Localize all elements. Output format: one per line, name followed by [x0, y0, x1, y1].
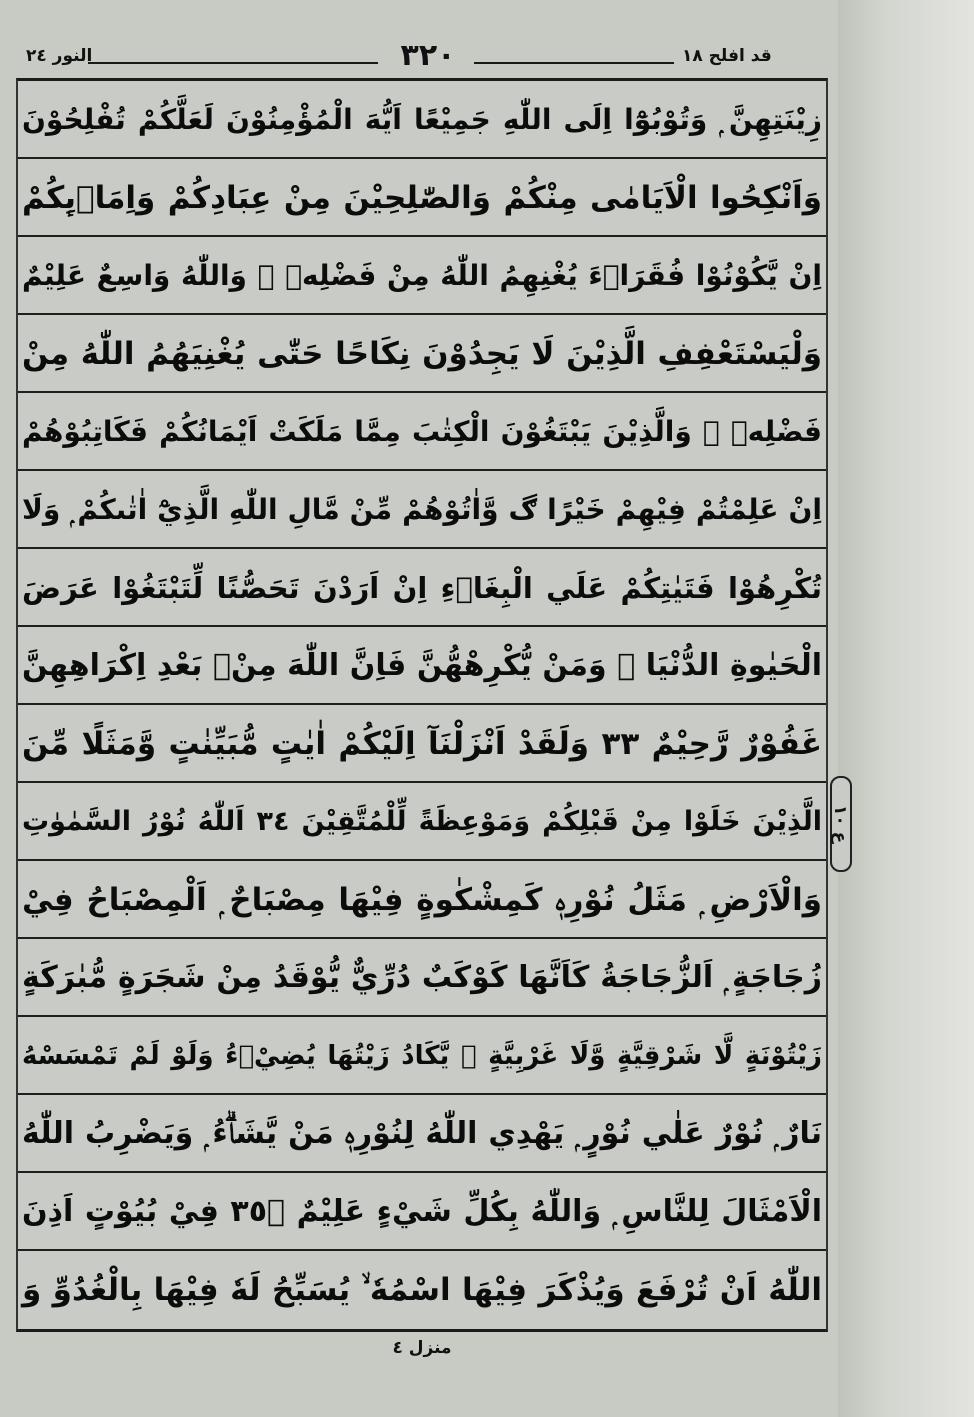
verse-line-5: فَضْلِهٖ ۭ وَالَّذِيْنَ يَبْتَغُوْنَ الْكِتٰبَ مِمَّا مَلَكَتْ اَيْمَانُكُمْ فَكَاتِبُوْهُمْ: [18, 393, 826, 471]
verse-line-8: الْحَيٰوةِ الدُّنْيَا ۭ وَمَنْ يُّكْرِھْهُّنَّ فَاِنَّ اللّٰهَ مِنْۢ بَعْدِ اِكْرَاهِهِنَّ: [18, 627, 826, 705]
page-header: [18, 38, 830, 78]
verse-line-2: وَاَنْكِحُوا الْاَيَامٰى مِنْكُمْ وَالصّٰلِحِيْنَ مِنْ عِبَادِكُمْ وَاِمَاۗىِٕكُمْ: [18, 159, 826, 237]
verse-line-9: غَفُوْرٌ رَّحِيْمٌ ٣٣ وَلَقَدْ اَنْزَلْنَآ اِلَيْكُمْ اٰيٰتٍ مُّبَيِّنٰتٍ وَّمَثَلًا مِّنَ: [18, 705, 826, 783]
verse-line-10: الَّذِيْنَ خَلَوْا مِنْ قَبْلِكُمْ وَمَوْعِظَةً لِّلْمُتَّقِيْنَ ٣٤ اَللّٰهُ نُوْرُ السَّمٰوٰتِ: [18, 783, 826, 861]
page-footer: [16, 1332, 828, 1372]
verse-text-frame: [16, 78, 828, 1332]
header-rule-left: [88, 62, 378, 64]
verse-line-15: الْاَمْثَالَ لِلنَّاسِ ۭ وَاللّٰهُ بِكُلِّ شَيْءٍ عَلِيْمٌ ٣٥ۙ فِيْ بُيُوْتٍ اَذِنَ: [18, 1173, 826, 1251]
verse-line-16: اللّٰهُ اَنْ تُرْفَعَ وَيُذْكَرَ فِيْهَا اسْمُهٗ ۙ يُسَبِّحُ لَهٗ فِيْهَا بِالْغُدُوِّ وَ: [22, 1272, 822, 1308]
verse-line-6: اِنْ عَلِمْتُمْ فِيْهِمْ خَيْرًا ڰ وَّاٰتُوْهُمْ مِّنْ مَّالِ اللّٰهِ الَّذِيْٓ اٰتٰىكُمْ ۭ وَلَا: [18, 471, 826, 549]
para-name: قد افلح ١٨: [682, 46, 772, 66]
verse-line-12: زُجَاجَةٍ ۭ اَلزُّجَاجَةُ كَاَنَّهَا كَوْكَبٌ دُرِّيٌّ يُّوْقَدُ مِنْ شَجَرَةٍ مُّبٰرَكَةٍ: [18, 939, 826, 1017]
surah-name: النور ٢٤: [26, 46, 93, 66]
verse-line-3: اِنْ يَّكُوْنُوْا فُقَرَاۗءَ يُغْنِهِمُ اللّٰهُ مِنْ فَضْلِهٖ ۭ وَاللّٰهُ وَاسِعٌ عَلِيْمٌ: [18, 237, 826, 315]
page-edge: [838, 0, 974, 1417]
manzil-label: منزل ٤: [392, 1338, 452, 1358]
verse-line-14: نَارٌ ۭ نُوْرٌ عَلٰي نُوْرٍ ۭ يَهْدِي اللّٰهُ لِنُوْرِهٖ مَنْ يَّشَاۗءُ ۭ وَيَضْرِبُ اللّٰهُ: [18, 1095, 826, 1173]
verse-line-13: زَيْتُوْنَةٍ لَّا شَرْقِيَّةٍ وَّلَا غَرْبِيَّةٍ ۙ يَّكَادُ زَيْتُهَا يُضِيْۗءُ وَلَوْ لَمْ تَمْسَسْهُ: [18, 1017, 826, 1095]
verse-line-11: وَالْاَرْضِ ۭ مَثَلُ نُوْرِهٖ كَمِشْكٰوةٍ فِيْهَا مِصْبَاحٌ ۭ اَلْمِصْبَاحُ فِيْ: [18, 861, 826, 939]
ruku-margin-marker: ع ١٠: [830, 776, 852, 872]
page-number: ٣٢٠: [400, 38, 456, 73]
verse-line-1: زِيْنَتِهِنَّ ۭ وَتُوْبُوْٓا اِلَى اللّٰهِ جَمِيْعًا اَيُّهَ الْمُؤْمِنُوْنَ لَعَلَّكُمْ تُفْلِحُوْنَ: [18, 81, 826, 159]
verse-line-4: وَلْيَسْتَعْفِفِ الَّذِيْنَ لَا يَجِدُوْنَ نِكَاحًا حَتّٰى يُغْنِيَهُمُ اللّٰهُ مِنْ: [18, 315, 826, 393]
verse-line-7: تُكْرِهُوْا فَتَيٰتِكُمْ عَلَي الْبِغَاۗءِ اِنْ اَرَدْنَ تَحَصُّنًا لِّتَبْتَغُوْا عَرَضَ: [18, 549, 826, 627]
header-rule-right: [474, 62, 674, 64]
